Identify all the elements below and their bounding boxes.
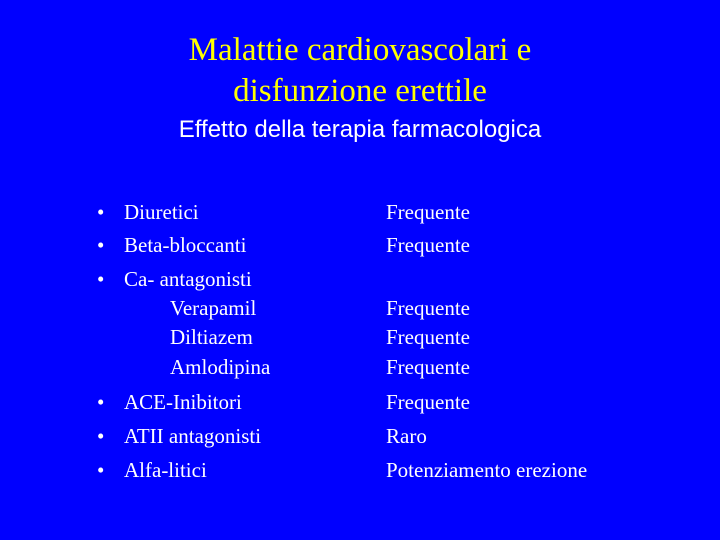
sub-item-verapamil (0, 293, 720, 323)
effect-value: Raro (386, 424, 427, 448)
sub-item-amlodipina (0, 352, 720, 382)
drug-class-label: ACE-Inibitori (124, 390, 242, 414)
bullet-icon: • (97, 458, 105, 482)
title-line-1: Malattie cardiovascolari e (188, 32, 532, 68)
bullet-icon: • (97, 424, 105, 448)
effect-value: Potenziamento erezione (386, 458, 588, 482)
effect-value: Frequente (386, 325, 470, 349)
sub-item-diltiazem (0, 322, 720, 352)
list-item-beta-bloccanti (0, 230, 720, 260)
list-item-ace-inibitori (0, 387, 720, 417)
slide-title (0, 30, 720, 112)
drug-class-label: Beta-bloccanti (124, 233, 247, 257)
effect-value: Frequente (386, 233, 470, 257)
title-line-2: disfunzione erettile (233, 73, 487, 109)
drug-class-label: Ca- antagonisti (124, 267, 252, 291)
drug-class-label: Alfa-litici (124, 458, 207, 482)
drug-class-label: ATII antagonisti (124, 424, 262, 448)
bullet-icon: • (97, 200, 105, 224)
effect-value: Frequente (386, 355, 470, 379)
list-item-alfa-litici (0, 455, 720, 485)
list-item-ca-antagonisti (0, 264, 720, 294)
bullet-icon: • (97, 390, 105, 414)
drug-name-label: Verapamil (170, 296, 257, 320)
effect-value: Frequente (386, 296, 470, 320)
list-item-diuretici (0, 197, 720, 227)
drug-name-label: Diltiazem (170, 325, 253, 349)
drug-class-label: Diuretici (124, 200, 199, 224)
effect-value: Frequente (386, 390, 470, 414)
effect-value: Frequente (386, 200, 470, 224)
slide-subtitle: Effetto della terapia farmacologica (178, 116, 542, 143)
bullet-icon: • (97, 233, 105, 257)
bullet-icon: • (97, 267, 105, 291)
list-item-atii-antagonisti (0, 421, 720, 451)
drug-name-label: Amlodipina (170, 355, 271, 379)
